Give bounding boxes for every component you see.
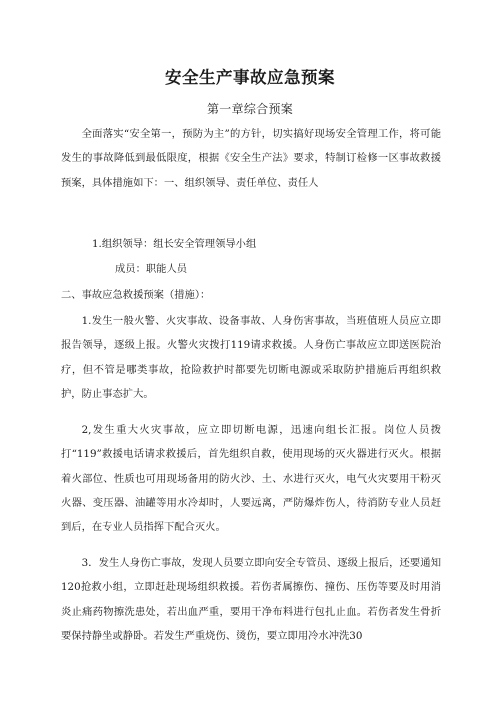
measure-paragraph-3: 3．发生人身伤亡事故，发现人员要立即向安全专管员、逐级上报后，还要通知120抢救小组，立即赶赴现场组织救援。若伤者属擦伤、撞伤、压伤等要及时用消炎止痛药物擦洗患处，若出血严重，要用干净布料进行包扎止血。若伤者发生骨折要保持静坐或静卧。若发生严重烧伤、烫伤，要立即用冷水冲洗30 xyxy=(61,557,441,642)
section-heading-emergency-plan: 二、事故应急救援预案（措施）： xyxy=(61,289,211,301)
measure-paragraph-2: 2,发生重大火灾事故，应立即切断电源，迅速向组长汇报。岗位人员拨打“119”救援电话请求救援后，首先组织自救，使用现场的灭火器进行灭火。根据着火部位、性质也可用现场备用的防火沙、土、水进行灭火，电气火灾要用干粉灭火器、变压器、油罐等用水冷却时，人要远离，严防爆炸伤人，待消防专业人员赶到后，在专业人员指挥下配合灭火。 xyxy=(61,424,441,534)
document-title: 安全生产事故应急预案 xyxy=(165,68,335,87)
organization-leader-line: 1.组织领导：组长安全管理领导小组 xyxy=(92,238,257,250)
measure-paragraph-1: 1.发生一般火警、火灾事故、设备事故、人身伤害事故，当班值班人员应立即报告领导，逐级上报。火警火灾拨打119请求救援。人身伤亡事故应立即送医院治疗，但不管是哪类事故，抢险救护时都要先切断电源或采取防护措施后再组织救护，防止事态扩大。 xyxy=(61,315,441,400)
members-line: 成员：职能人员 xyxy=(115,263,188,275)
intro-paragraph: 全面落实“安全第一，预防为主”的方针，切实搞好现场安全管理工作，将可能发生的事故降低到最低限度，根据《安全生产法》要求，特制订检修一区事故救援预案，具体措施如下：一、组织领导、责任单位、责任人 xyxy=(61,128,441,189)
chapter-title: 第一章综合预案 xyxy=(206,102,294,116)
